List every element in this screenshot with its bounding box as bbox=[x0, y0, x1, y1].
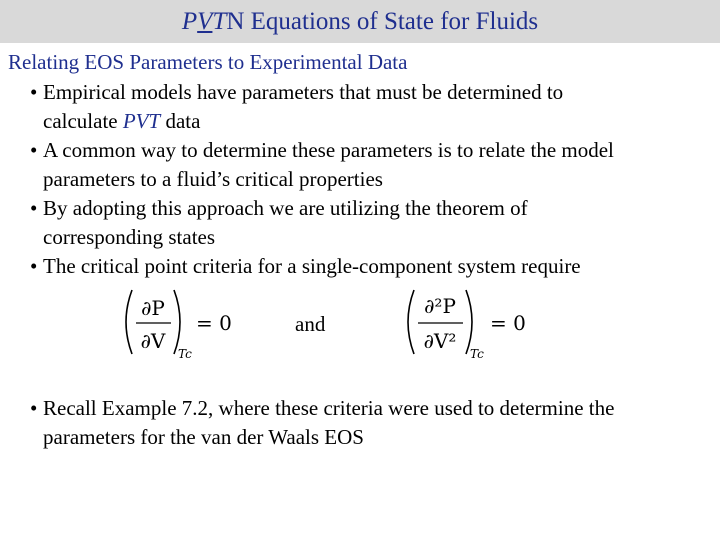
bullet-item bbox=[0, 194, 720, 252]
bullet-text: Empirical models have parameters that must be determined to calculate bbox=[43, 80, 564, 133]
right-paren bbox=[174, 290, 180, 354]
left-paren bbox=[126, 290, 132, 354]
critical-equation-second bbox=[400, 282, 570, 362]
slide-subtitle: Relating EOS Parameters to Experimental Data bbox=[8, 50, 408, 74]
right-paren bbox=[466, 290, 472, 354]
eq1-rhs: = 0 bbox=[196, 311, 232, 335]
bullet-dot: • bbox=[30, 80, 38, 104]
bullet-text: A common way to determine these parameters is to relate the model parameters to a fluid’s critical properties bbox=[43, 138, 614, 191]
bullet-item bbox=[0, 78, 720, 136]
eq2-numerator: ∂²P bbox=[424, 294, 456, 318]
eq1-denominator: ∂V bbox=[140, 329, 166, 353]
title-underlined: V bbox=[197, 7, 213, 35]
bullet-item bbox=[0, 136, 720, 194]
bullet-text: The critical point criteria for a single-component system require bbox=[43, 254, 581, 278]
eq2-subscript: Tc bbox=[470, 347, 484, 361]
bullet-list bbox=[0, 78, 720, 281]
bullet-dot: • bbox=[30, 254, 38, 278]
bullet-text: By adopting this approach we are utilizing the theorem of corresponding states bbox=[43, 196, 528, 249]
bullet-item bbox=[0, 394, 720, 452]
eq2-rhs: = 0 bbox=[490, 311, 526, 335]
bullet-dot: • bbox=[30, 138, 38, 162]
equation-row bbox=[0, 282, 720, 362]
bullet-item bbox=[0, 252, 720, 281]
title-prefix: P bbox=[181, 7, 198, 35]
bullet-text-tail: data bbox=[160, 109, 201, 133]
bullet-list-second bbox=[0, 394, 720, 452]
eq1-numerator: ∂P bbox=[141, 296, 165, 320]
bullet-italic: PVT bbox=[122, 109, 161, 133]
title-suffix: N Equations of State for Fluids bbox=[226, 7, 539, 35]
bullet-text: Recall Example 7.2, where these criteria were used to determine the parameters for the van der Waals EOS bbox=[43, 396, 615, 449]
bullet-dot: • bbox=[30, 396, 38, 420]
critical-equation-first bbox=[118, 282, 278, 362]
slide-title bbox=[0, 0, 720, 43]
bullet-dot: • bbox=[30, 196, 38, 220]
eq1-subscript: Tc bbox=[178, 347, 192, 361]
eq2-denominator: ∂V² bbox=[423, 329, 457, 353]
left-paren bbox=[408, 290, 414, 354]
title-mid: T bbox=[212, 7, 227, 35]
equation-connector: and bbox=[295, 312, 326, 336]
